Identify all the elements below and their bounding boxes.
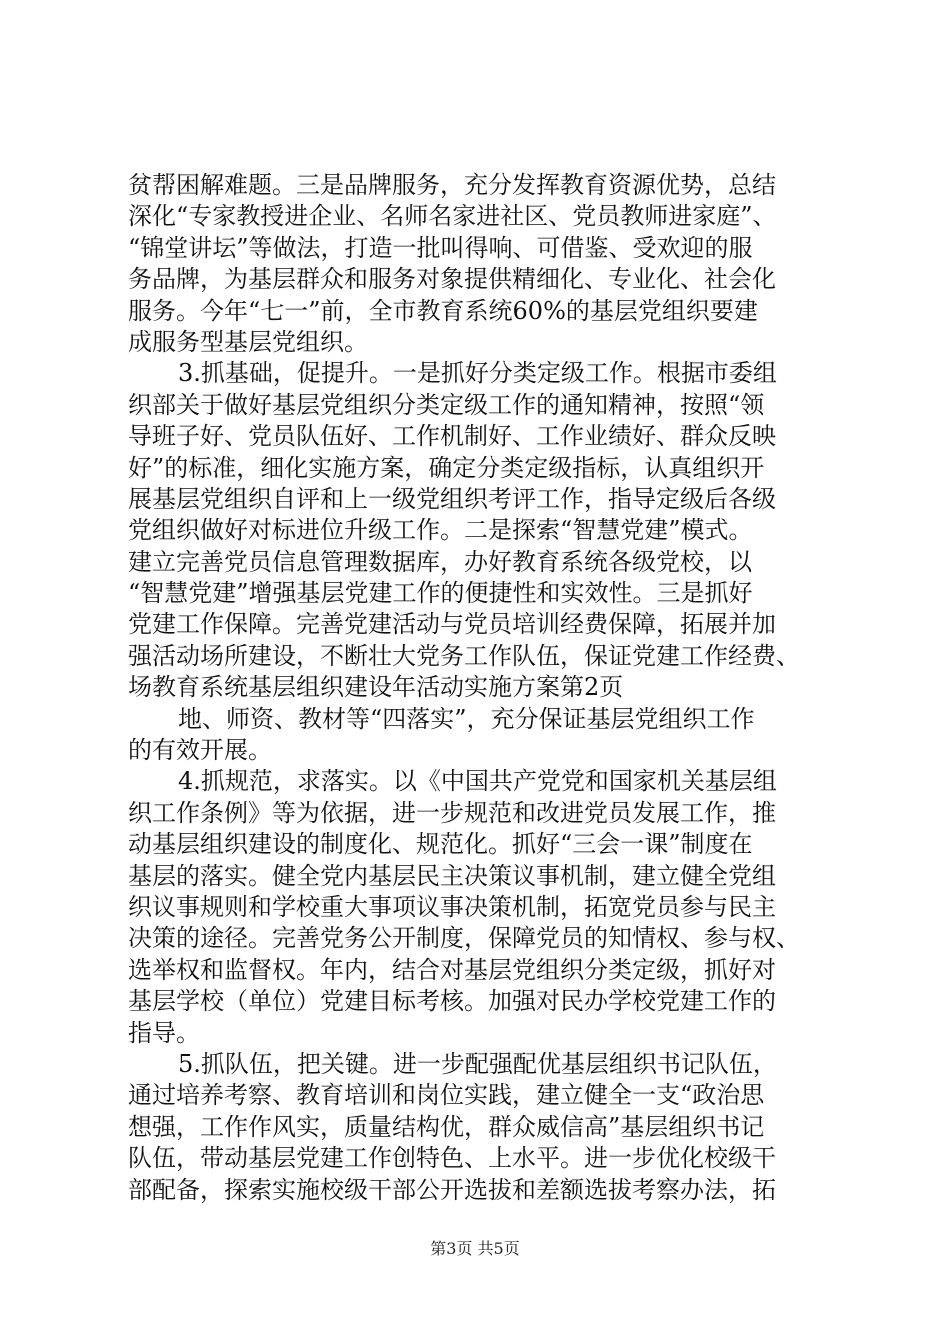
- text-line: 务品牌，为基层群众和服务对象提供精细化、专业化、社会化: [128, 265, 776, 294]
- text-line: 织议事规则和学校重大事项议事决策机制，拓宽党员参与民主: [128, 892, 776, 921]
- text-line: 动基层组织建设的制度化、规范化。抓好“三会一课”制度在: [128, 830, 753, 859]
- text-line: 深化“专家教授进企业、名师名家进社区、党员教师进家庭”、: [128, 202, 777, 231]
- text-line: 织工作条例》等为依据，进一步规范和改进党员发展工作，推: [128, 798, 776, 827]
- text-line: 党组织做好对标进位升级工作。二是探索“智慧党建”模式。: [128, 516, 753, 545]
- text-line: 4.抓规范，求落实。以《中国共产党党和国家机关基层组: [178, 767, 777, 796]
- text-line: 导班子好、党员队伍好、工作机制好、工作业绩好、群众反映: [128, 422, 776, 451]
- text-line: 基层学校（单位）党建目标考核。加强对民办学校党建工作的: [128, 987, 776, 1016]
- text-line: 指导。: [128, 1018, 200, 1047]
- text-line: 成服务型基层党组织。: [128, 327, 368, 356]
- text-line: 织部关于做好基层党组织分类定级工作的通知精神，按照“领: [128, 390, 765, 419]
- text-line: 选举权和监督权。年内，结合对基层党组织分类定级，抓好对: [128, 955, 776, 984]
- text-line: “锦堂讲坛”等做法，打造一批叫得响、可借鉴、受欢迎的服: [128, 233, 753, 262]
- text-line: 决策的途径。完善党务公开制度，保障党员的知情权、参与权、: [128, 924, 800, 953]
- text-line: 3.抓基础，促提升。一是抓好分类定级工作。根据市委组: [178, 359, 777, 388]
- text-line: 想强，工作作风实，质量结构优，群众威信高”基层组织书记: [128, 1112, 765, 1141]
- text-line: 地、师资、教材等“四落实”，充分保证基层党组织工作: [178, 704, 755, 733]
- page-footer: 第3页 共5页: [430, 1239, 520, 1258]
- text-line: 场教育系统基层组织建设年活动实施方案第2页: [128, 673, 624, 702]
- text-line: 通过培养考察、教育培训和岗位实践，建立健全一支“政治思: [128, 1081, 765, 1110]
- text-line: 基层的落实。健全党内基层民主决策议事机制，建立健全党组: [128, 861, 776, 890]
- text-line: 好”的标准，细化实施方案，确定分类定级指标，认真组织开: [128, 453, 765, 482]
- text-line: 的有效开展。: [128, 736, 272, 765]
- text-line: 党建工作保障。完善党建活动与党员培训经费保障，拓展并加: [128, 610, 776, 639]
- text-line: 强活动场所建设，不断壮大党务工作队伍，保证党建工作经费、: [128, 641, 800, 670]
- text-line: 建立完善党员信息管理数据库，办好教育系统各级党校，以: [128, 547, 752, 576]
- text-line: 部配备，探索实施校级干部公开选拔和差额选拔考察办法，拓: [128, 1175, 776, 1204]
- text-line: 服务。今年“七一”前，全市教育系统60%的基层党组织要建: [128, 296, 758, 325]
- document-body: [128, 170, 828, 1206]
- text-line: 队伍，带动基层党建工作创特色、上水平。进一步优化校级干: [128, 1144, 776, 1173]
- text-line: 展基层党组织自评和上一级党组织考评工作，指导定级后各级: [128, 484, 776, 513]
- text-line: “智慧党建”增强基层党建工作的便捷性和实效性。三是抓好: [128, 579, 753, 608]
- text-line: 5.抓队伍，把关键。进一步配强配优基层组织书记队伍，: [178, 1049, 777, 1078]
- text-line: 贫帮困解难题。三是品牌服务，充分发挥教育资源优势，总结: [128, 171, 776, 199]
